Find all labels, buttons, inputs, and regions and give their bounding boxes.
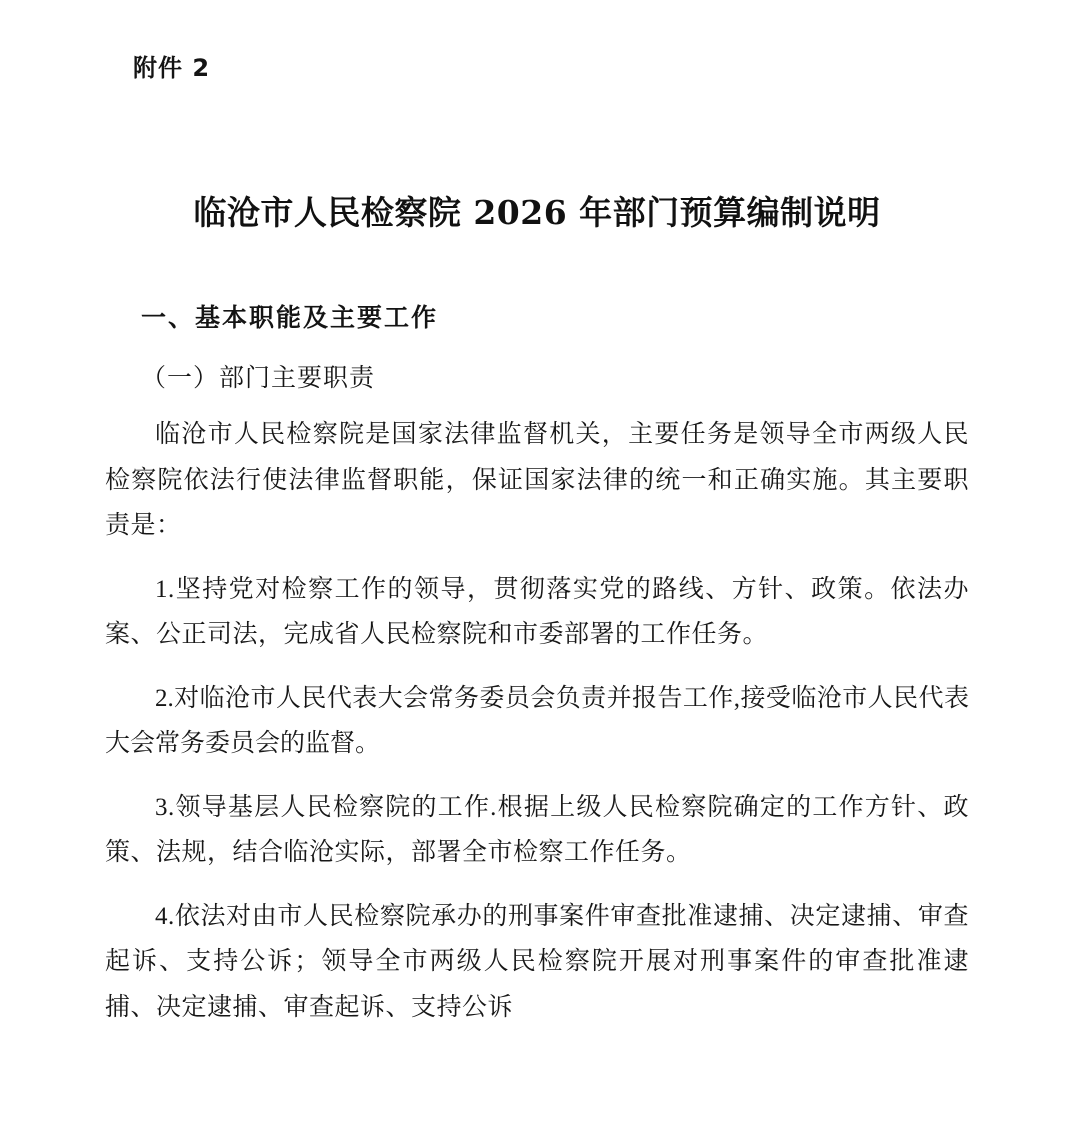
- section-heading-basic-functions: 一、基本职能及主要工作: [141, 303, 439, 332]
- paragraph-duty-4: 4.依法对由市人民检察院承办的刑事案件审查批准逮捕、决定逮捕、审查起诉、支持公诉；领导全市两级人民检察院开展对刑事案件的审查批准逮捕、决定逮捕、审查起诉、支持公诉: [105, 902, 969, 1021]
- paragraph-intro: 临沧市人民检察院是国家法律监督机关，主要任务是领导全市两级人民检察院依法行使法律监督职能，保证国家法律的统一和正确实施。其主要职责是：: [105, 421, 969, 539]
- paragraph-duty-1: 1.坚持党对检察工作的领导，贯彻落实党的路线、方针、政策。依法办案、公正司法，完成省人民检察院和市委部署的工作任务。: [105, 575, 969, 648]
- sub-heading-main-duties: （一）部门主要职责: [141, 365, 376, 392]
- paragraph-duty-2: 2.对临沧市人民代表大会常务委员会负责并报告工作,接受临沧市人民代表大会常务委员会的监督。: [105, 684, 969, 757]
- page-title: 临沧市人民检察院 2026 年部门预算编制说明: [193, 193, 881, 232]
- paragraph-duty-3: 3.领导基层人民检察院的工作.根据上级人民检察院确定的工作方针、政策、法规，结合临沧实际，部署全市检察工作任务。: [105, 793, 969, 866]
- attachment-label: 附件 2: [133, 54, 211, 82]
